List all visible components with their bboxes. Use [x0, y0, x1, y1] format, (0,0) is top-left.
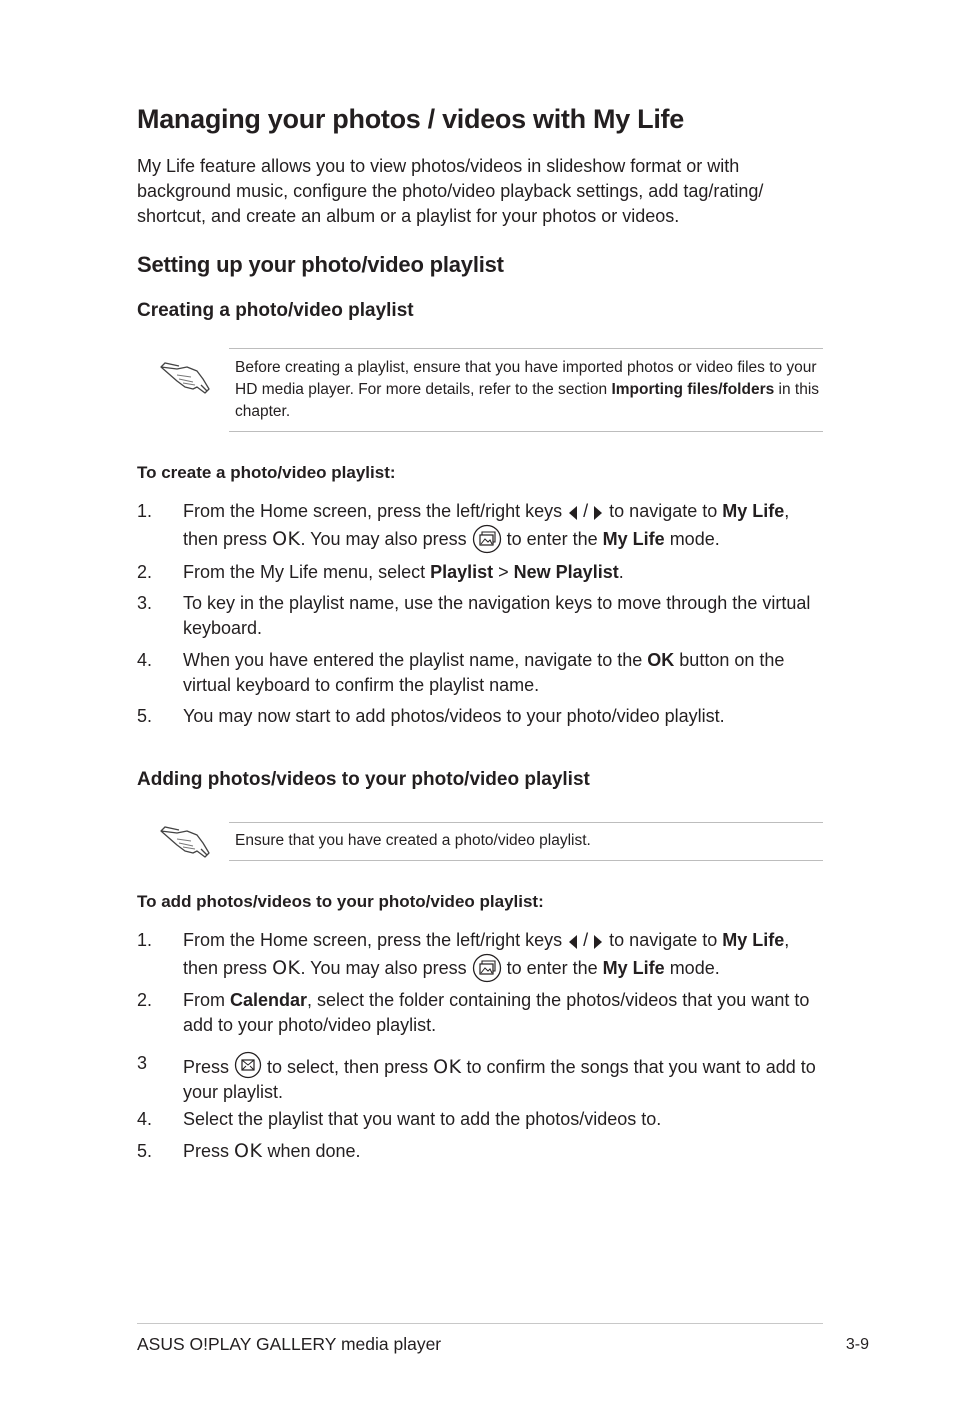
note-text: Ensure that you have created a photo/video playlist. — [235, 832, 591, 849]
creating-heading: Creating a photo/video playlist — [137, 300, 414, 321]
select-button-icon — [234, 1051, 262, 1079]
list-item: 3 Press to select, then press OK to confirm the songs that you want to add to your playlist. — [137, 1053, 816, 1102]
list-item: 1. From the Home screen, press the left/right keys / to navigate to My Life, then press OK. You may also press to enter the My Life mode. — [137, 499, 827, 554]
adding-heading: Adding photos/videos to your photo/video playlist — [137, 769, 590, 790]
list-item: 2. From Calendar, select the folder containing the photos/videos that you want to add to your photo/video playlist. — [137, 990, 810, 1035]
footer-product-name: ASUS O!PLAY GALLERY media player — [137, 1334, 442, 1354]
pointing-hand-icon — [157, 355, 213, 397]
note-text: Before creating a playlist, ensure that you have imported photos or video files to your HD media player. For more details, refer to the section Importing files/folders in this chapter. — [235, 359, 820, 420]
right-arrow-icon — [593, 934, 604, 950]
left-arrow-icon — [567, 505, 578, 521]
page-title: Managing your photos / videos with My Life — [137, 104, 684, 134]
my-life-button-icon — [472, 524, 502, 554]
note-box — [229, 348, 823, 432]
procedure-heading: To create a photo/video playlist: — [137, 463, 396, 482]
right-arrow-icon — [593, 505, 604, 521]
intro-paragraph: My Life feature allows you to view photos/videos in slideshow format or with background music, configure the photo/video playback settings, add tag/rating/ shortcut, and create an album or a playlist for your photos or videos. — [137, 156, 764, 226]
my-life-button-icon — [472, 953, 502, 983]
list-item: 5. You may now start to add photos/videos to your photo/video playlist. — [137, 706, 725, 726]
pointing-hand-icon — [157, 819, 213, 861]
note-box — [229, 822, 823, 861]
left-arrow-icon — [567, 934, 578, 950]
list-item: 1. From the Home screen, press the left/right keys / to navigate to My Life, then press OK. You may also press to enter the My Life mode. — [137, 928, 827, 983]
list-item: 3. To key in the playlist name, use the navigation keys to move through the virtual keyboard. — [137, 593, 811, 638]
procedure-heading: To add photos/videos to your photo/video playlist: — [137, 892, 544, 911]
list-item: 2. From the My Life menu, select Playlist > New Playlist. — [137, 562, 624, 582]
footer-divider — [137, 1323, 823, 1324]
section-heading: Setting up your photo/video playlist — [137, 252, 504, 277]
list-item: 4. When you have entered the playlist name, navigate to the OK button on the virtual keyboard to confirm the playlist name. — [137, 650, 785, 695]
list-item: 5. Press OK when done. — [137, 1140, 361, 1162]
list-item: 4. Select the playlist that you want to add the photos/videos to. — [137, 1109, 662, 1129]
page-number: 3-9 — [845, 1336, 869, 1353]
